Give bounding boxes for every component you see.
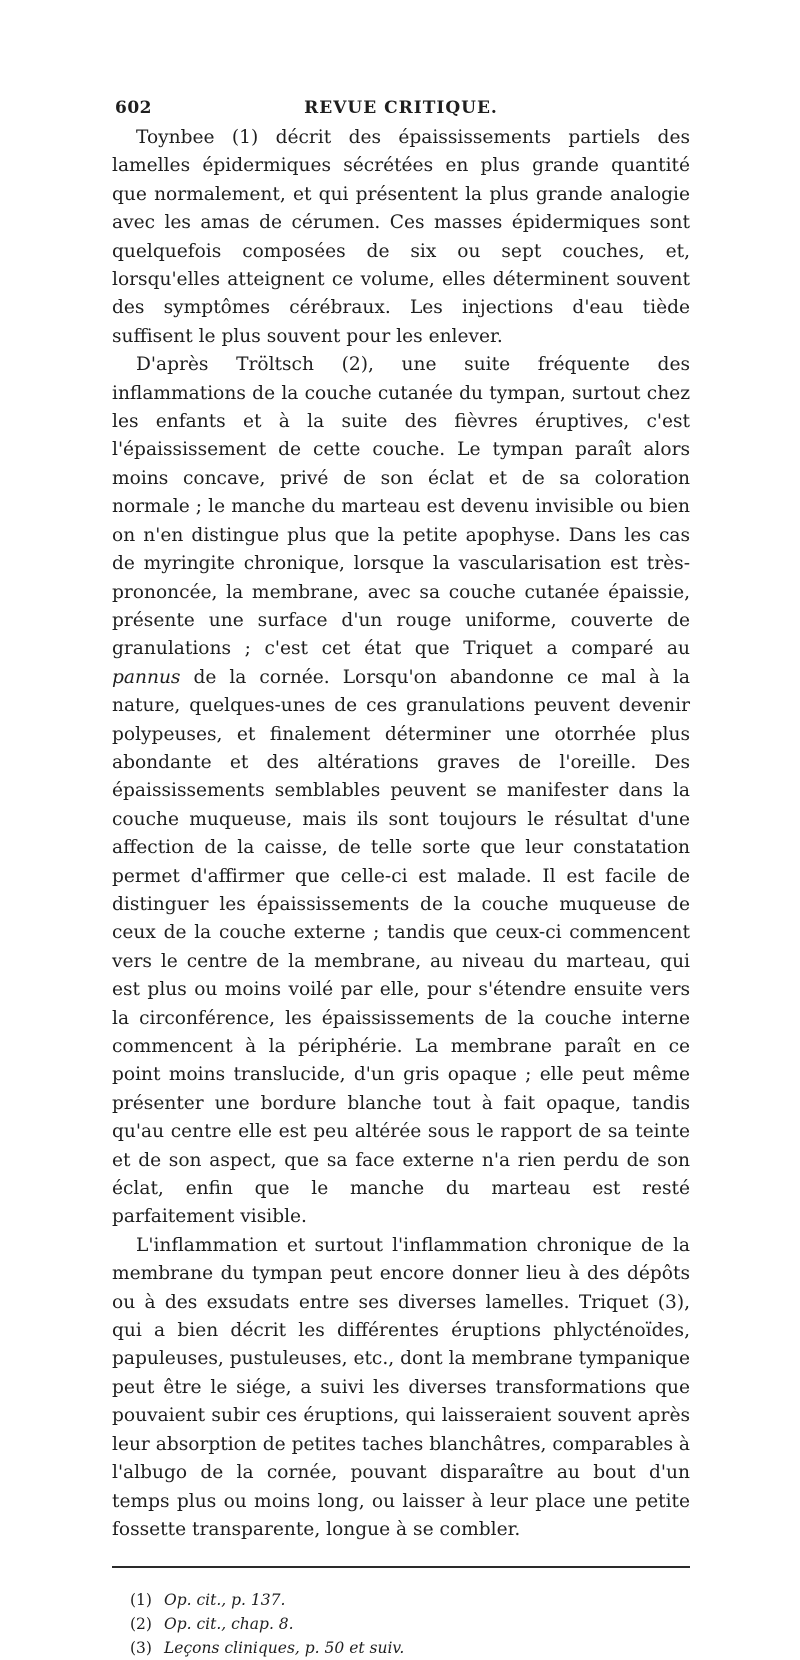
paragraph: Toynbee (1) décrit des épaississements partiels des lamelles épidermiques sécrétées en plus grande quantité que normalement, et qui présentent la plus grande analogie avec les amas de cérumen. Ces masses épidermiques sont quelquefois composées de six ou sept couches, et, lorsqu'elles atteignent ce volume, elles déterminent souvent des symptômes cérébraux. Les injections d'eau tiède suffisent le plus souvent pour les enlever. bbox=[112, 127, 690, 347]
footnotes bbox=[112, 1588, 690, 1660]
running-title: REVUE CRITIQUE. bbox=[304, 98, 498, 118]
footnote-mark: (3) bbox=[130, 1639, 152, 1658]
footnote-text: Op. cit., p. 137. bbox=[164, 1591, 286, 1610]
footnote bbox=[130, 1612, 690, 1636]
footnote bbox=[130, 1636, 690, 1660]
paragraph: L'inflammation et surtout l'inflammation chronique de la membrane du tympan peut encore donner lieu à des dépôts ou à des exsudats entre ses diverses lamelles. Triquet (3), qui a bien décrit les différentes éruptions phlycténoïdes, papuleuses, pustuleuses, etc., dont la membrane tympanique peut être le siége, a suivi les diverses transformations que pouvaient subir ces éruptions, qui laisseraient souvent après leur absorption de petites taches blanchâtres, comparables à l'albugo de la cornée, pouvant disparaître au bout d'un temps plus ou moins long, ou laisser à leur place une petite fossette transparente, longue à se combler. bbox=[112, 1234, 690, 1540]
footnote-text: Op. cit., chap. 8. bbox=[164, 1615, 294, 1634]
footnote-mark: (2) bbox=[130, 1615, 152, 1634]
footnote-separator bbox=[112, 1566, 690, 1568]
footnote bbox=[130, 1588, 690, 1612]
paragraph: D'après Tröltsch (2), une suite fréquente des inflammations de la couche cutanée du tympan, surtout chez les enfants et à la suite des fièvres éruptives, c'est l'épaississement de cette couche. Le tympan paraît alors moins concave, privé de son éclat et de sa coloration normale ; le manche du marteau est devenu invisible ou bien on n'en distingue plus que la petite apophyse. Dans les cas de myringite chronique, lorsque la vascularisation est très-prononcée, la membrane, avec sa couche cutanée épaissie, présente une surface d'un rouge uniforme, couverte de granulations ; c'est cet état que Triquet a comparé au pannus de la cornée. Lorsqu'on abandonne ce mal à la nature, quelques-unes de ces granulations peuvent devenir polypeuses, et finalement déterminer une otorrhée plus abondante et des altérations graves de l'oreille. Des épaississements semblables peuvent se manifester dans la couche muqueuse, mais ils sont toujours le résultat d'une affection de la caisse, de telle sorte que leur constatation permet d'affirmer que celle-ci est malade. Il est facile de distinguer les épaississements de la couche muqueuse de ceux de la couche externe ; tandis que ceux-ci commencent vers le centre de la membrane, au niveau du marteau, qui est plus ou moins voilé par elle, pour s'étendre ensuite vers la circonférence, les épaississements de la couche interne commencent à la périphérie. La membrane paraît en ce point moins translucide, d'un gris opaque ; elle peut même présenter une bordure blanche tout à fait opaque, tandis qu'au centre elle est peu altérée sous le rapport de sa teinte et de son aspect, que sa face externe n'a rien perdu de son éclat, enfin que le manche du marteau est resté parfaitement visible. bbox=[112, 354, 690, 1228]
document-page bbox=[112, 96, 690, 1660]
page-number: 602 bbox=[115, 98, 152, 118]
footnote-text: Leçons cliniques, p. 50 et suiv. bbox=[164, 1639, 405, 1658]
footnote-mark: (1) bbox=[130, 1591, 152, 1610]
running-head bbox=[112, 96, 690, 120]
body-text bbox=[112, 124, 690, 1544]
